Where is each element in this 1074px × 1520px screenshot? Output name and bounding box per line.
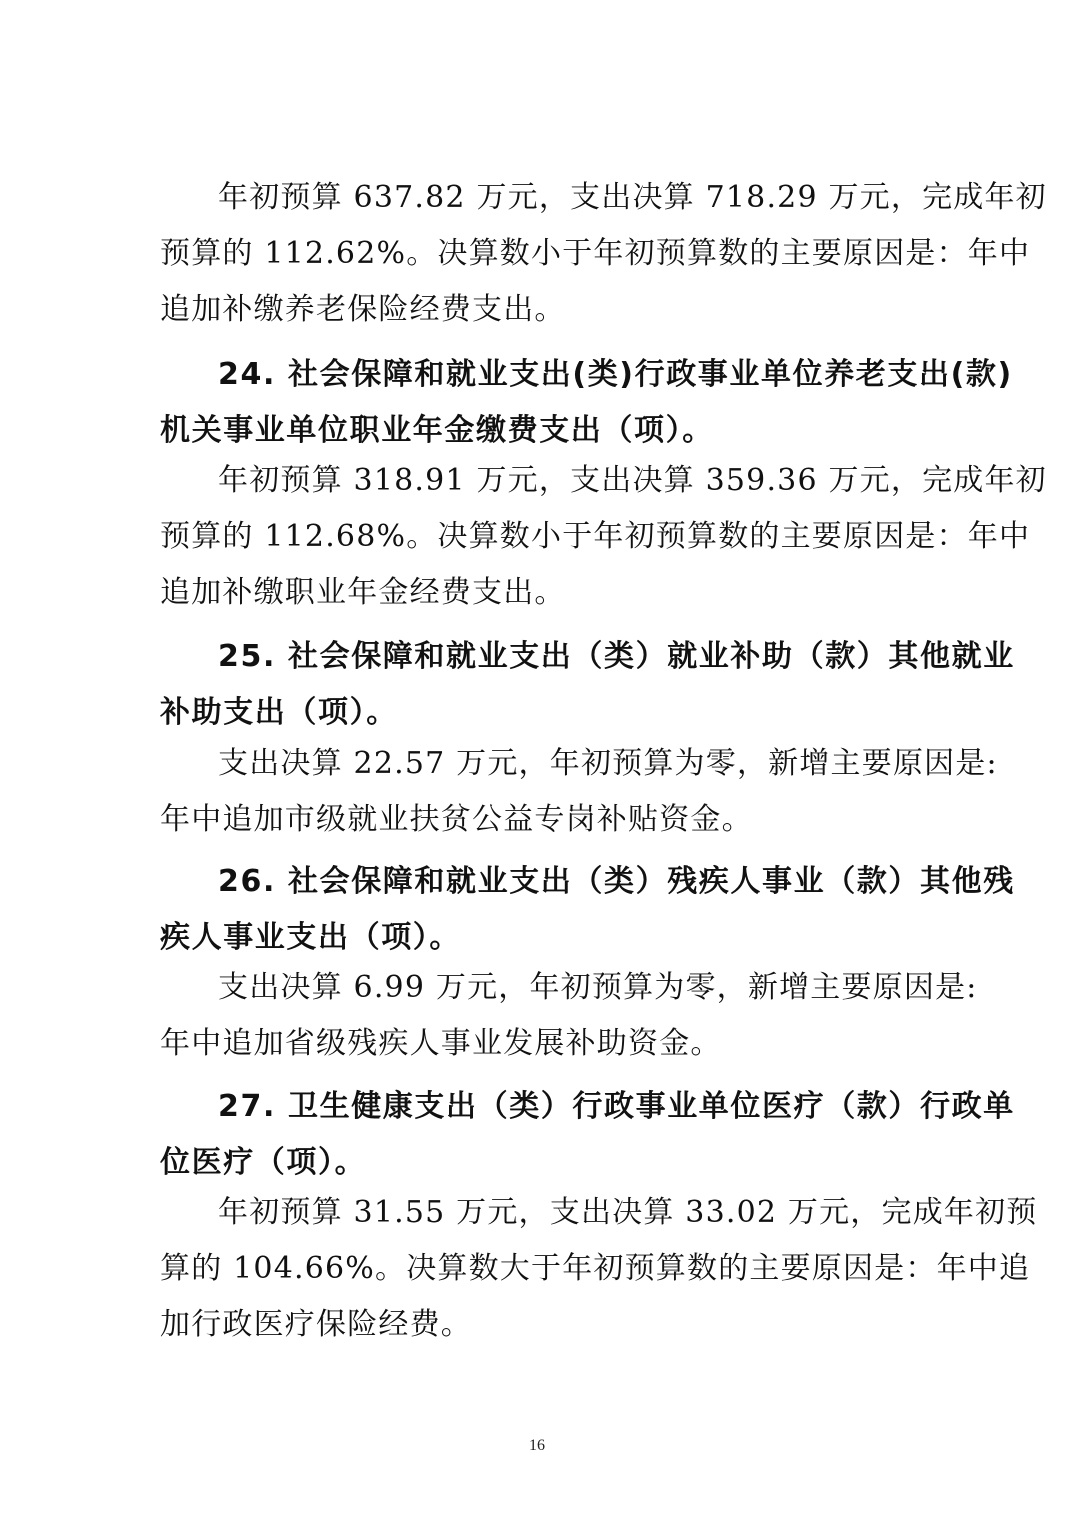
paragraph-2-line-2: 预算的 112.68%。决算数小于年初预算数的主要原因是：年中 (160, 519, 1031, 554)
paragraph-3-line-2: 年中追加市级就业扶贫公益专岗补贴资金。 (160, 802, 753, 837)
paragraph-4-line-2: 年中追加省级残疾人事业发展补助资金。 (160, 1026, 722, 1061)
paragraph-5-line-1: 年初预算 31.55 万元，支出决算 33.02 万元，完成年初预 (218, 1195, 1038, 1230)
heading-26-line-2: 疾人事业支出（项）。 (160, 920, 461, 955)
heading-24-line-1: 24. 社会保障和就业支出(类)行政事业单位养老支出(款) (218, 357, 1013, 392)
paragraph-1-line-3: 追加补缴养老保险经费支出。 (160, 292, 566, 327)
paragraph-5-line-3: 加行政医疗保险经费。 (160, 1307, 472, 1342)
heading-27-line-1: 27. 卫生健康支出（类）行政事业单位医疗（款）行政单 (218, 1089, 1015, 1124)
paragraph-5-line-2: 算的 104.66%。决算数大于年初预算数的主要原因是：年中追 (160, 1251, 1031, 1286)
heading-27-line-2: 位医疗（项）。 (160, 1145, 367, 1180)
paragraph-1-line-1: 年初预算 637.82 万元，支出决算 718.29 万元，完成年初 (218, 180, 1047, 215)
paragraph-2-line-1: 年初预算 318.91 万元，支出决算 359.36 万元，完成年初 (218, 463, 1047, 498)
paragraph-1-line-2: 预算的 112.62%。决算数小于年初预算数的主要原因是：年中 (160, 236, 1031, 271)
paragraph-4-line-1: 支出决算 6.99 万元，年初预算为零，新增主要原因是: (218, 970, 978, 1005)
heading-25-line-2: 补助支出（项）。 (160, 695, 398, 730)
heading-24-line-2: 机关事业单位职业年金缴费支出（项）。 (160, 413, 714, 448)
paragraph-2-line-3: 追加补缴职业年金经费支出。 (160, 575, 566, 610)
heading-26-line-1: 26. 社会保障和就业支出（类）残疾人事业（款）其他残 (218, 864, 1015, 899)
paragraph-3-line-1: 支出决算 22.57 万元，年初预算为零，新增主要原因是: (218, 746, 998, 781)
heading-25-line-1: 25. 社会保障和就业支出（类）就业补助（款）其他就业 (218, 639, 1015, 674)
page-number: 16 (529, 1437, 545, 1454)
